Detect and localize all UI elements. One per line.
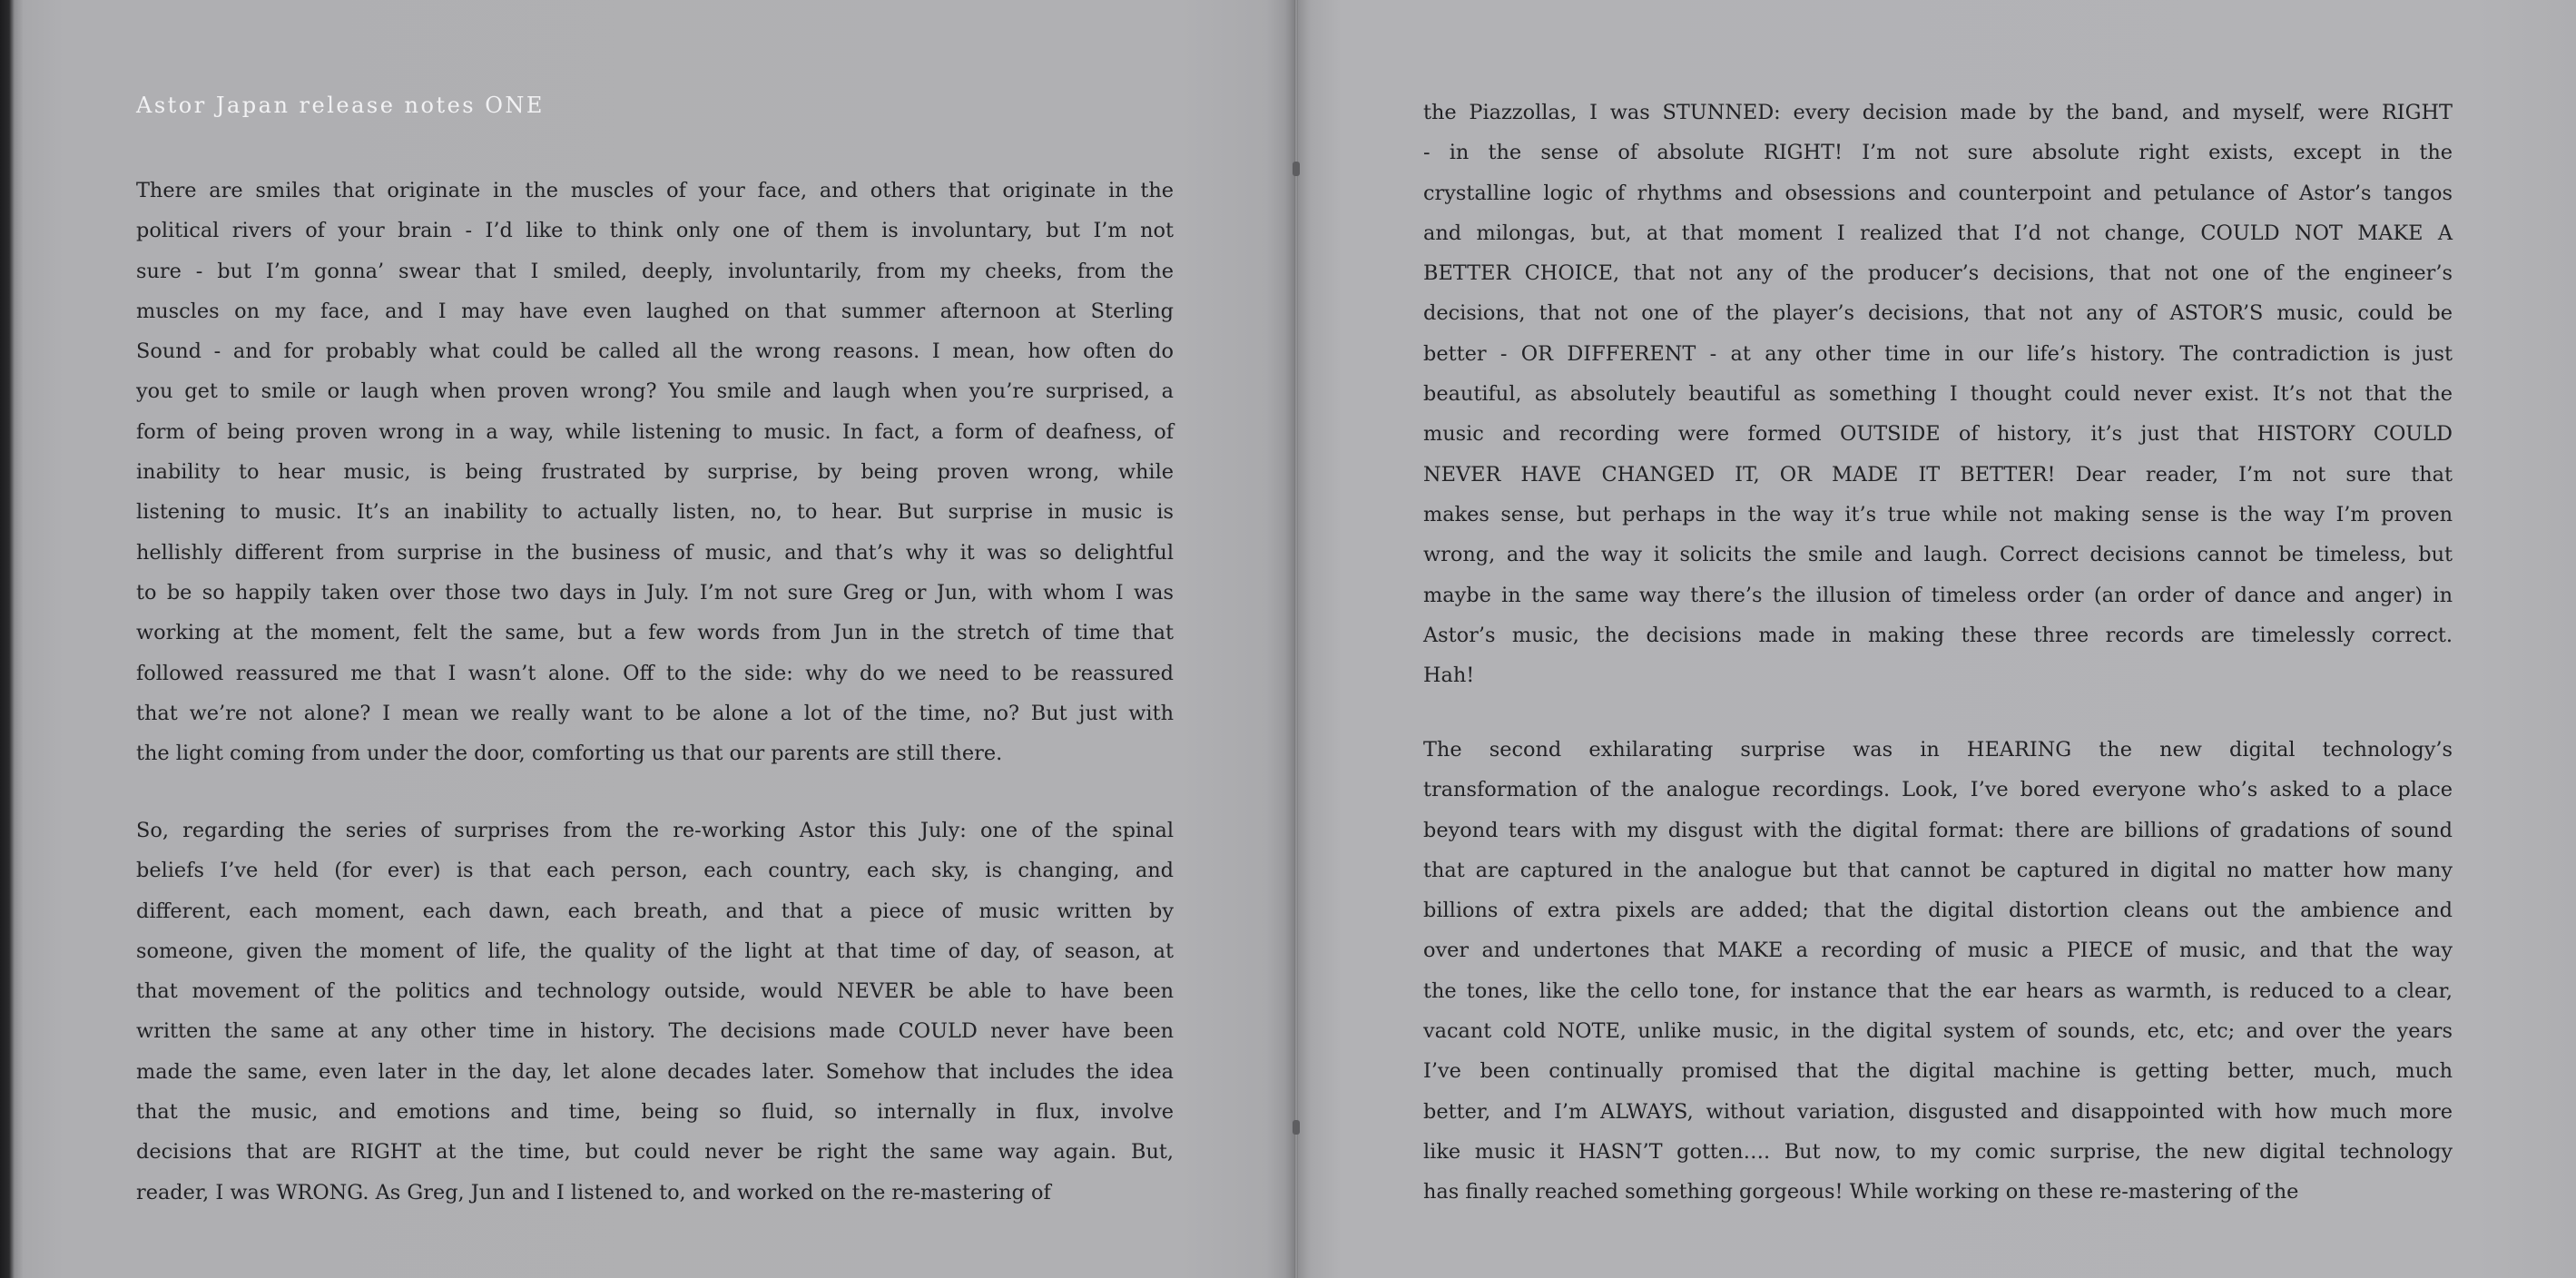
text-line: written the same at any other time in history. The decisions made COULD never have been [136, 1019, 1174, 1044]
text-line: NEVER HAVE CHANGED IT, OR MADE IT BETTER! Dear reader, I’m not sure that [1423, 462, 2453, 487]
text-line: music and recording were formed OUTSIDE of history, it’s just that HISTORY COULD [1423, 422, 2453, 447]
text-line: political rivers of your brain - I’d like to think only one of them is involuntary, but I’m not [136, 219, 1174, 243]
text-line: that movement of the politics and technology outside, would NEVER be able to have been [136, 979, 1174, 1004]
text-line: crystalline logic of rhythms and obsessions and counterpoint and petulance of Astor’s tangos [1423, 181, 2453, 205]
text-line: like music it HASN’T gotten…. But now, to my comic surprise, the new digital technology [1423, 1139, 2453, 1164]
text-line: beyond tears with my disgust with the digital format: there are billions of gradations of sound [1423, 818, 2453, 842]
text-line: - in the sense of absolute RIGHT! I’m not sure absolute right exists, except in the [1423, 141, 2453, 165]
text-line: decisions, that not one of the player’s decisions, that not any of ASTOR’S music, could be [1423, 301, 2453, 326]
text-line: maybe in the same way there’s the illusion of timeless order (an order of dance and anger) in [1423, 583, 2453, 607]
staple-mark [1293, 162, 1300, 176]
text-line: that the music, and emotions and time, being so fluid, so internally in flux, involve [136, 1100, 1174, 1125]
text-line: to be so happily taken over those two days in July. I’m not sure Greg or Jun, with whom I was [136, 580, 1174, 605]
text-line: transformation of the analogue recordings. Look, I’ve bored everyone who’s asked to a place [1423, 778, 2453, 802]
right-paragraph-1 [1423, 93, 2453, 695]
text-line: I’ve been continually promised that the digital machine is getting better, much, much [1423, 1059, 2453, 1084]
text-line: beautiful, as absolutely beautiful as something I thought could never exist. It’s not that the [1423, 382, 2453, 407]
text-line: the Piazzollas, I was STUNNED: every decision made by the band, and myself, were RIGHT [1423, 101, 2453, 124]
text-line: listening to music. It’s an inability to actually listen, no, to hear. But surprise in music is [136, 500, 1174, 525]
text-line: billions of extra pixels are added; that the digital distortion cleans out the ambience and [1423, 899, 2453, 923]
spine-fold [1294, 0, 1298, 1278]
text-line: The second exhilarating surprise was in HEARING the new digital technology’s [1423, 738, 2453, 762]
text-line: wrong, and the way it solicits the smile and laugh. Correct decisions cannot be timeless, but [1423, 543, 2453, 567]
right-paragraph-2 [1423, 730, 2453, 1213]
text-line: form of being proven wrong in a way, while listening to music. In fact, a form of deafness, of [136, 419, 1174, 444]
text-line: inability to hear music, is being frustrated by surprise, by being proven wrong, while [136, 460, 1174, 485]
text-line: you get to smile or laugh when proven wrong? You smile and laugh when you’re surprised, a [136, 379, 1174, 404]
text-line: beliefs I’ve held (for ever) is that each person, each country, each sky, is changing, and [136, 859, 1174, 883]
text-line: Sound - and for probably what could be called all the wrong reasons. I mean, how often do [136, 339, 1174, 364]
left-paragraph-1 [136, 171, 1174, 773]
text-line: the tones, like the cello tone, for instance that the ear hears as warmth, is reduced to a clear, [1423, 978, 2453, 1003]
text-line: has finally reached something gorgeous! While working on these re-mastering of the [1423, 1180, 2299, 1204]
text-line: that we’re not alone? I mean we really want to be alone a lot of the time, no? But just with [136, 701, 1174, 725]
text-line: the light coming from under the door, comforting us that our parents are still there. [136, 742, 1003, 766]
text-line: Hah! [1423, 664, 1475, 688]
text-line: muscles on my face, and I may have even laughed on that summer afternoon at Sterling [136, 299, 1174, 323]
text-line: that are captured in the analogue but that cannot be captured in digital no matter how many [1423, 858, 2453, 882]
text-line: reader, I was WRONG. As Greg, Jun and I listened to, and worked on the re-mastering of [136, 1180, 1051, 1204]
text-line: different, each moment, each dawn, each breath, and that a piece of music written by [136, 899, 1174, 923]
text-line: better - OR DIFFERENT - at any other time in our life’s history. The contradiction is just [1423, 341, 2453, 366]
text-line: makes sense, but perhaps in the way it’s true while not making sense is the way I’m proven [1423, 502, 2453, 526]
text-line: better, and I’m ALWAYS, without variation, disgusted and disappointed with how much more [1423, 1099, 2453, 1124]
text-line: followed reassured me that I wasn’t alone. Off to the side: why do we need to be reassured [136, 661, 1174, 685]
text-line: There are smiles that originate in the muscles of your face, and others that originate in the [136, 179, 1174, 202]
text-line: and milongas, but, at that moment I realized that I’d not change, COULD NOT MAKE A [1423, 221, 2453, 245]
text-line: decisions that are RIGHT at the time, but could never be right the same way again. But, [136, 1140, 1174, 1165]
text-line: So, regarding the series of surprises from the re-working Astor this July: one of the spinal [136, 819, 1174, 842]
text-line: hellishly different from surprise in the business of music, and that’s why it was so delightful [136, 540, 1174, 565]
text-line: made the same, even later in the day, let alone decades later. Somehow that includes the idea [136, 1059, 1174, 1084]
left-paragraph-2 [136, 811, 1174, 1213]
text-line: BETTER CHOICE, that not any of the producer’s decisions, that not one of the engineer’s [1423, 261, 2453, 286]
page-header: Astor Japan release notes ONE [136, 93, 545, 118]
text-line: working at the moment, felt the same, but a few words from Jun in the stretch of time that [136, 621, 1174, 645]
text-line: vacant cold NOTE, unlike music, in the digital system of sounds, etc, etc; and over the years [1423, 1019, 2453, 1044]
text-line: over and undertones that MAKE a recording of music a PIECE of music, and that the way [1423, 939, 2453, 963]
text-line: sure - but I’m gonna’ swear that I smiled, deeply, involuntarily, from my cheeks, from the [136, 259, 1174, 283]
text-line: someone, given the moment of life, the quality of the light at that time of day, of season, at [136, 939, 1174, 963]
text-line: Astor’s music, the decisions made in making these three records are timelessly correct. [1423, 623, 2453, 647]
staple-mark [1293, 1120, 1300, 1135]
